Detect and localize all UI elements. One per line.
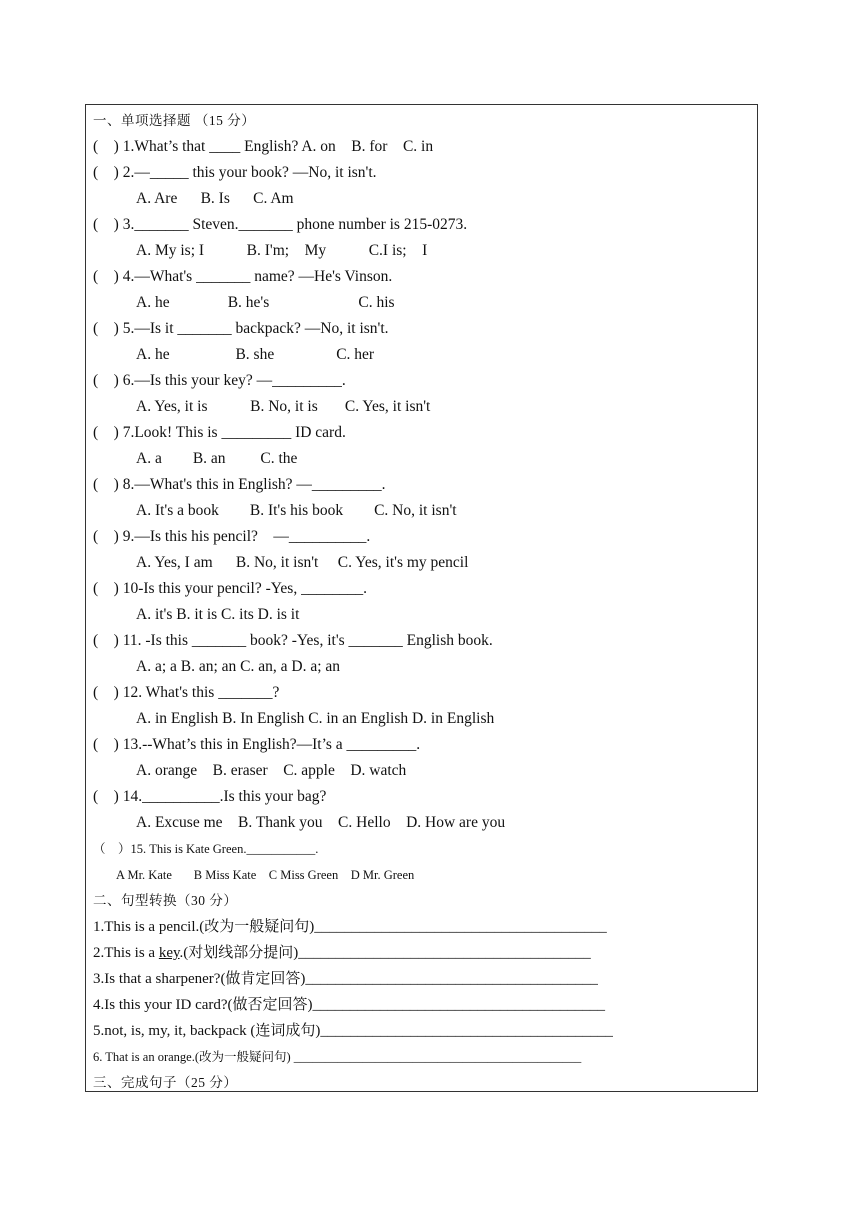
question-13: ( ) 13.--What’s this in English?—It’s a _________. — [93, 736, 421, 753]
options-2: A. Are B. Is C. Am — [136, 190, 294, 207]
options-3: A. My is; I B. I'm; My C.I is; I — [136, 242, 428, 259]
options-12: A. in English B. In English C. in an English D. in English — [136, 710, 495, 727]
question-6: ( ) 6.—Is this your key? —_________. — [93, 372, 346, 389]
options-8: A. It's a book B. It's his book C. No, it isn't — [136, 502, 457, 519]
options-5: A. he B. she C. her — [136, 346, 375, 363]
question-5: ( ) 5.—Is it _______ backpack? —No, it isn't. — [93, 320, 389, 337]
question-15: （ ）15. This is Kate Green.___________. — [93, 842, 319, 856]
transform-5: 5.not, is, my, it, backpack (连词成句)_______________________________________ — [93, 1023, 613, 1039]
options-15: A Mr. Kate B Miss Kate C Miss Green D Mr. Green — [116, 868, 415, 882]
exam-sheet — [85, 104, 758, 1092]
underlined-key: key — [158, 945, 180, 961]
options-6: A. Yes, it is B. No, it is C. Yes, it isn't — [136, 398, 431, 415]
transform-2-prefix: 2.This is a — [93, 945, 159, 961]
transform-3: 3.Is that a sharpener?(做肯定回答)_______________________________________ — [93, 971, 598, 987]
question-3: ( ) 3._______ Steven._______ phone number is 215-0273. — [93, 216, 468, 233]
section-title-transform: 二、句型转换（30 分） — [93, 893, 238, 908]
question-10: ( ) 10-Is this your pencil? -Yes, ________. — [93, 580, 367, 597]
question-8: ( ) 8.—What's this in English? —_________. — [93, 476, 386, 493]
section-title-choice: 一、单项选择题 （15 分） — [93, 113, 256, 128]
question-12: ( ) 12. What's this _______? — [93, 684, 280, 701]
transform-6: 6. That is an orange.(改为一般疑问句) ______________________________________________ — [93, 1050, 582, 1064]
section-title-complete: 三、完成句子（25 分） — [93, 1075, 238, 1090]
transform-2 — [93, 943, 591, 963]
options-10: A. it's B. it is C. its D. is it — [136, 606, 300, 623]
question-9: ( ) 9.—Is this his pencil? —__________. — [93, 528, 371, 545]
question-11: ( ) 11. -Is this _______ book? -Yes, it's _______ English book. — [93, 632, 493, 649]
options-11: A. a; a B. an; an C. an, a D. a; an — [136, 658, 341, 675]
options-7: A. a B. an C. the — [136, 450, 298, 467]
question-2: ( ) 2.—_____ this your book? —No, it isn't. — [93, 164, 377, 181]
options-13: A. orange B. eraser C. apple D. watch — [136, 762, 407, 779]
transform-2-suffix: .(对划线部分提问)_______________________________________ — [179, 945, 591, 961]
question-7: ( ) 7.Look! This is _________ ID card. — [93, 424, 346, 441]
options-14: A. Excuse me B. Thank you C. Hello D. How are you — [136, 814, 506, 831]
question-1: ( ) 1.What’s that ____ English? A. on B. for C. in — [93, 138, 434, 155]
transform-1: 1.This is a pencil.(改为一般疑问句)_______________________________________ — [93, 919, 607, 935]
options-4: A. he B. he's C. his — [136, 294, 395, 311]
question-14: ( ) 14.__________.Is this your bag? — [93, 788, 327, 805]
question-4: ( ) 4.—What's _______ name? —He's Vinson. — [93, 268, 393, 285]
options-9: A. Yes, I am B. No, it isn't C. Yes, it's my pencil — [136, 554, 469, 571]
transform-4: 4.Is this your ID card?(做否定回答)_______________________________________ — [93, 997, 606, 1013]
